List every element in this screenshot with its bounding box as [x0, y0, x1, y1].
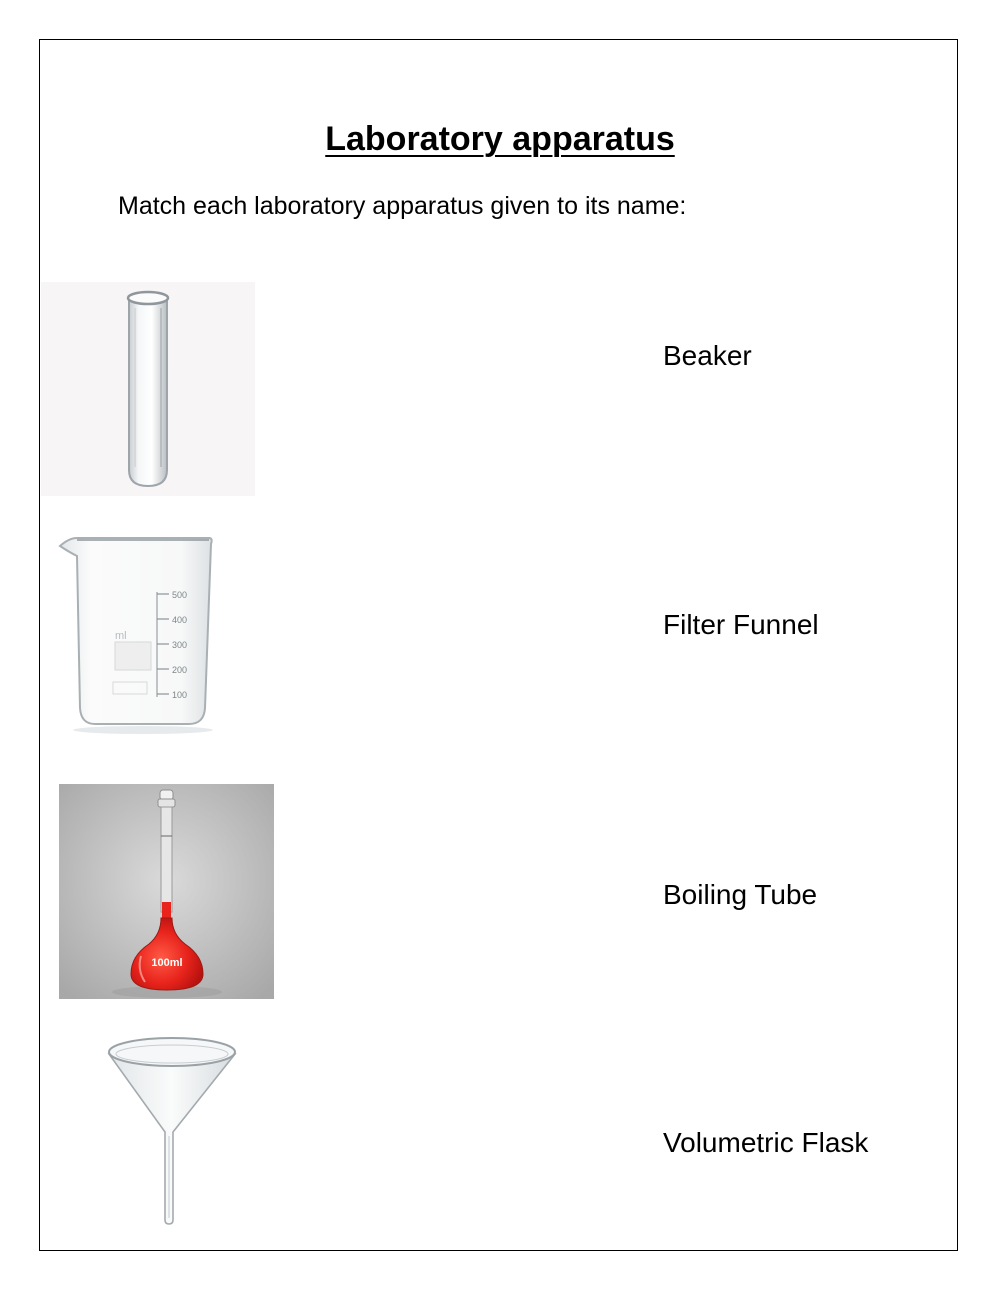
- beaker-picture: [55, 532, 217, 738]
- page-title-text: Laboratory apparatus: [325, 120, 675, 158]
- beaker-icon: [55, 532, 217, 738]
- name-option-volumetric-flask: Volumetric Flask: [663, 1127, 869, 1158]
- beaker-graduation-label: 300: [172, 640, 188, 650]
- beaker-graduation-label: 200: [172, 665, 188, 675]
- name-option-boiling-tube: Boiling Tube: [663, 879, 818, 910]
- beaker-graduation-label: 500: [172, 590, 188, 600]
- volumetric-flask-picture: [59, 784, 274, 999]
- instruction-text: Match each laboratory apparatus given to its name:: [118, 192, 687, 220]
- boiling-tube-icon: [41, 282, 255, 496]
- flask-glass-text: 100ml: [151, 957, 183, 969]
- boiling-tube-picture: [41, 282, 255, 496]
- volumetric-flask-icon: [59, 784, 274, 999]
- beaker-graduation-label: 100: [172, 690, 188, 700]
- page-title: [0, 120, 1000, 159]
- filter-funnel-icon: [105, 1032, 240, 1227]
- beaker-glass-text: ml: [115, 630, 127, 642]
- filter-funnel-picture: [105, 1032, 240, 1227]
- name-option-beaker: Beaker: [663, 340, 752, 371]
- name-option-filter-funnel: Filter Funnel: [663, 609, 819, 640]
- beaker-graduation-label: 400: [172, 615, 188, 625]
